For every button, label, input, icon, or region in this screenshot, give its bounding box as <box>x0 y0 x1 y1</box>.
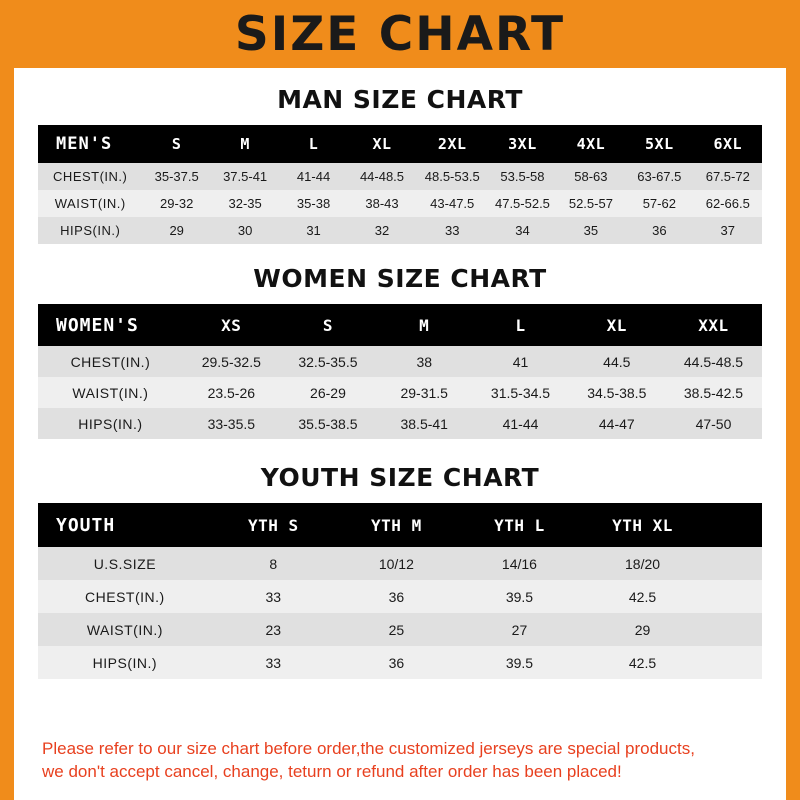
notice-line-1: Please refer to our size chart before order,the customized jerseys are special products, <box>42 739 695 759</box>
table-cell: 67.5-72 <box>694 163 762 190</box>
table-row <box>38 377 762 408</box>
row-label: HIPS(IN.) <box>38 646 212 679</box>
table-cell: 23 <box>212 613 335 646</box>
table-cell: 23.5-26 <box>183 377 280 408</box>
man-size-table-wrap <box>38 125 762 244</box>
order-notice <box>38 722 762 800</box>
table-cell: 41 <box>472 346 568 377</box>
table-row <box>38 190 762 217</box>
women-section-title: WOMEN SIZE CHART <box>253 264 547 293</box>
table-cell: 35-37.5 <box>142 163 210 190</box>
table-cell: 38-43 <box>348 190 416 217</box>
table-cell: 47-50 <box>665 408 762 439</box>
table-cell: 35.5-38.5 <box>280 408 376 439</box>
row-label: WAIST(IN.) <box>38 190 142 217</box>
table-cell: 44-48.5 <box>348 163 416 190</box>
table-cell: 8 <box>212 547 335 580</box>
table-cell: 10/12 <box>335 547 458 580</box>
man-header-cell: 5XL <box>625 125 693 163</box>
row-label: HIPS(IN.) <box>38 408 183 439</box>
table-cell: 33 <box>212 580 335 613</box>
table-cell: 47.5-52.5 <box>488 190 556 217</box>
man-header-cell: S <box>142 125 210 163</box>
table-header-row <box>38 503 762 547</box>
women-size-table <box>38 304 762 439</box>
table-cell: 57-62 <box>625 190 693 217</box>
women-header-cell: XS <box>183 304 280 346</box>
row-label: HIPS(IN.) <box>38 217 142 244</box>
youth-header-cell: YTH S <box>212 503 335 547</box>
table-cell: 18/20 <box>581 547 704 580</box>
youth-section-title: YOUTH SIZE CHART <box>260 463 540 492</box>
youth-header-spacer <box>704 503 762 547</box>
table-row <box>38 346 762 377</box>
table-cell: 36 <box>335 580 458 613</box>
row-label: CHEST(IN.) <box>38 346 183 377</box>
page-title: SIZE CHART <box>234 6 566 62</box>
man-header-cell: 2XL <box>416 125 488 163</box>
table-cell: 38 <box>376 346 472 377</box>
man-header-cell: L <box>279 125 347 163</box>
table-cell: 38.5-42.5 <box>665 377 762 408</box>
table-cell: 44.5-48.5 <box>665 346 762 377</box>
table-cell: 26-29 <box>280 377 376 408</box>
youth-size-table <box>38 503 762 679</box>
table-cell: 43-47.5 <box>416 190 488 217</box>
table-cell: 44-47 <box>569 408 665 439</box>
table-cell: 31.5-34.5 <box>472 377 568 408</box>
table-cell: 53.5-58 <box>488 163 556 190</box>
man-header-cell: 4XL <box>557 125 625 163</box>
notice-line-2: we don't accept cancel, change, teturn or refund after order has been placed! <box>42 762 622 782</box>
table-cell-spacer <box>704 547 762 580</box>
table-cell: 29 <box>142 217 210 244</box>
row-label: WAIST(IN.) <box>38 613 212 646</box>
women-size-table-wrap <box>38 304 762 439</box>
table-cell: 41-44 <box>279 163 347 190</box>
table-cell: 41-44 <box>472 408 568 439</box>
table-cell: 34.5-38.5 <box>569 377 665 408</box>
table-cell: 58-63 <box>557 163 625 190</box>
table-row <box>38 217 762 244</box>
table-cell: 32 <box>348 217 416 244</box>
page-banner <box>14 0 786 68</box>
table-row <box>38 163 762 190</box>
table-cell: 33-35.5 <box>183 408 280 439</box>
man-header-cell: MEN'S <box>38 125 142 163</box>
man-header-cell: M <box>211 125 279 163</box>
table-cell: 62-66.5 <box>694 190 762 217</box>
table-cell: 48.5-53.5 <box>416 163 488 190</box>
table-cell: 29 <box>581 613 704 646</box>
table-cell: 38.5-41 <box>376 408 472 439</box>
youth-header-cell: YOUTH <box>38 503 212 547</box>
youth-size-table-wrap <box>38 503 762 679</box>
table-cell: 31 <box>279 217 347 244</box>
table-cell: 36 <box>335 646 458 679</box>
page-content <box>14 68 786 800</box>
table-row <box>38 646 762 679</box>
women-header-cell: XL <box>569 304 665 346</box>
table-cell: 32-35 <box>211 190 279 217</box>
table-cell: 14/16 <box>458 547 581 580</box>
women-header-cell: S <box>280 304 376 346</box>
women-header-cell: WOMEN'S <box>38 304 183 346</box>
women-header-cell: XXL <box>665 304 762 346</box>
row-label: WAIST(IN.) <box>38 377 183 408</box>
table-cell: 32.5-35.5 <box>280 346 376 377</box>
table-cell: 35 <box>557 217 625 244</box>
man-section-title: MAN SIZE CHART <box>277 85 523 114</box>
table-cell-spacer <box>704 613 762 646</box>
table-cell: 42.5 <box>581 646 704 679</box>
table-cell: 42.5 <box>581 580 704 613</box>
women-header-cell: L <box>472 304 568 346</box>
table-cell: 37 <box>694 217 762 244</box>
table-cell: 25 <box>335 613 458 646</box>
table-cell: 52.5-57 <box>557 190 625 217</box>
table-cell: 35-38 <box>279 190 347 217</box>
table-cell: 37.5-41 <box>211 163 279 190</box>
table-cell: 33 <box>416 217 488 244</box>
table-cell: 29-31.5 <box>376 377 472 408</box>
table-cell: 29-32 <box>142 190 210 217</box>
table-cell: 36 <box>625 217 693 244</box>
table-cell: 30 <box>211 217 279 244</box>
table-cell: 34 <box>488 217 556 244</box>
youth-header-cell: YTH M <box>335 503 458 547</box>
row-label: U.S.SIZE <box>38 547 212 580</box>
table-cell: 39.5 <box>458 580 581 613</box>
row-label: CHEST(IN.) <box>38 580 212 613</box>
table-row <box>38 408 762 439</box>
table-row <box>38 580 762 613</box>
table-header-row <box>38 304 762 346</box>
man-header-cell: 6XL <box>694 125 762 163</box>
women-header-cell: M <box>376 304 472 346</box>
row-label: CHEST(IN.) <box>38 163 142 190</box>
youth-header-cell: YTH XL <box>581 503 704 547</box>
man-size-table <box>38 125 762 244</box>
table-cell: 27 <box>458 613 581 646</box>
table-header-row <box>38 125 762 163</box>
table-cell-spacer <box>704 580 762 613</box>
table-cell: 33 <box>212 646 335 679</box>
table-row <box>38 547 762 580</box>
man-header-cell: 3XL <box>488 125 556 163</box>
table-cell: 29.5-32.5 <box>183 346 280 377</box>
table-cell: 39.5 <box>458 646 581 679</box>
youth-header-cell: YTH L <box>458 503 581 547</box>
table-cell-spacer <box>704 646 762 679</box>
table-cell: 44.5 <box>569 346 665 377</box>
man-header-cell: XL <box>348 125 416 163</box>
table-cell: 63-67.5 <box>625 163 693 190</box>
table-row <box>38 613 762 646</box>
